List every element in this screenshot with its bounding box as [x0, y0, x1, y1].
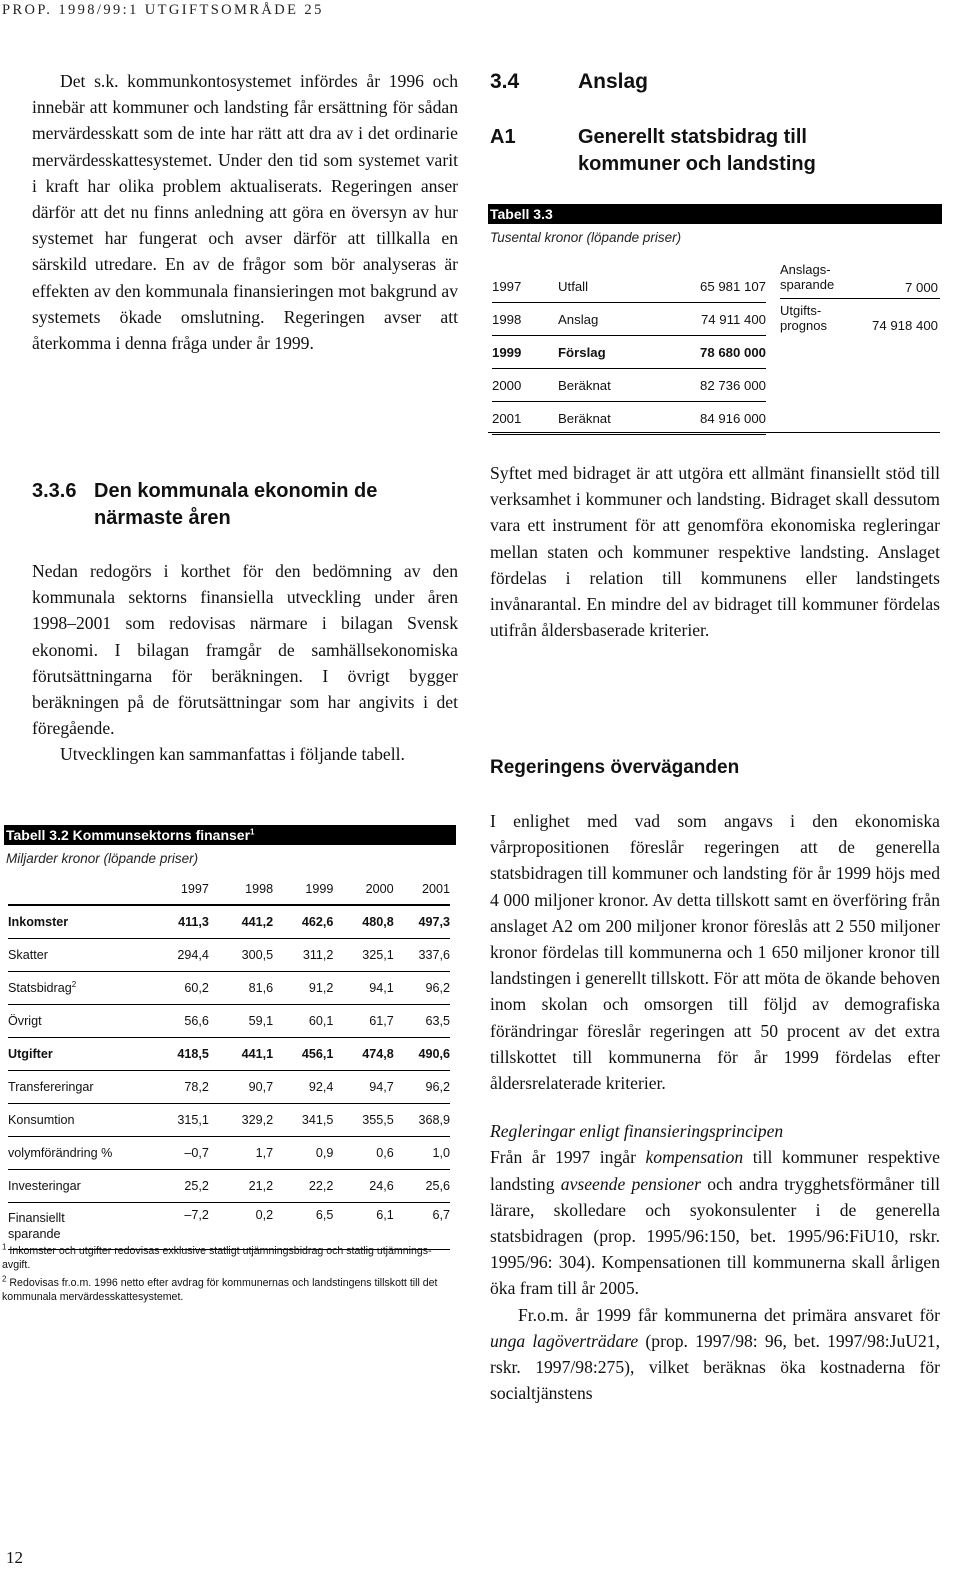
table-row [8, 1038, 450, 1071]
subsection-title-line1: Generellt statsbidrag till [578, 126, 807, 148]
table-32-label: Tabell 3.2 Kommunsektorns finanser [6, 827, 251, 843]
left-intro-text [32, 68, 458, 356]
subsection-title-line2: kommuner och landsting [578, 153, 816, 175]
value-cell: 311,2 [273, 939, 333, 972]
value-cell: 56,6 [137, 1005, 209, 1038]
value-cell: 411,3 [137, 905, 209, 939]
year-header: 2000 [333, 874, 393, 905]
table-row [492, 270, 766, 303]
section-number: 3.3.6 [32, 480, 77, 502]
value-cell: 1,7 [209, 1137, 273, 1170]
value-cell: 0,6 [333, 1137, 393, 1170]
row-label: Utgifter [8, 1038, 137, 1071]
value-cell: 0,2 [209, 1203, 273, 1250]
paragraph: Syftet med bidraget är att utgöra ett allmänt finansiellt stöd till verksamhet i kommuner och landsting. Bidraget skall dessutom vara ett instrument för att genomföra ekonomiska regleringar mellan staten och kommuner respektive landsting. Anslaget fördelas i relation till kommunens eller landstingets invånarantal. En mindre del av bidraget till kommuner fördelas utifrån åldersbaserade kriterier. [490, 463, 940, 641]
cell-amount: 82 736 000 [656, 369, 766, 402]
year-header: 1999 [273, 874, 333, 905]
value-cell: 474,8 [333, 1038, 393, 1071]
value-cell: 63,5 [394, 1005, 450, 1038]
value-cell: 6,1 [333, 1203, 393, 1250]
section-336-body [32, 558, 458, 768]
value-cell: 96,2 [394, 972, 450, 1005]
heading-regeringens-overvaganden: Regeringens överväganden [490, 757, 740, 778]
value-cell: 456,1 [273, 1038, 333, 1071]
cell-type: Utfall [558, 270, 656, 303]
subheading-finansieringsprincipen: Regleringar enligt finansieringsprincipen [490, 1121, 784, 1142]
value-cell: 81,6 [209, 972, 273, 1005]
value-cell: 480,8 [333, 905, 393, 939]
table-row [492, 336, 766, 369]
table-33-bottom-rule [488, 432, 940, 433]
value-cell: 90,7 [209, 1071, 273, 1104]
value-cell: 60,1 [273, 1005, 333, 1038]
table-header-row [8, 874, 450, 905]
side-label-anslagssparande: Anslags- sparande [780, 262, 835, 292]
subsection-code: A1 [490, 126, 516, 148]
value-cell: 92,4 [273, 1071, 333, 1104]
side-rule [780, 298, 940, 299]
right-main-text [490, 808, 940, 1406]
value-cell: 329,2 [209, 1104, 273, 1137]
cell-year: 1999 [492, 336, 558, 369]
value-cell: 24,6 [333, 1170, 393, 1203]
year-header: 1998 [209, 874, 273, 905]
table-32 [8, 874, 450, 1250]
value-cell: 6,5 [273, 1203, 333, 1250]
table-row [8, 1005, 450, 1038]
value-cell: –0,7 [137, 1137, 209, 1170]
value-cell: 300,5 [209, 939, 273, 972]
running-header: PROP. 1998/99:1 UTGIFTSOMRÅDE 25 [2, 2, 324, 18]
value-cell: 490,6 [394, 1038, 450, 1071]
table-33-label: Tabell 3.3 [490, 206, 553, 222]
table-row [8, 1104, 450, 1137]
table-32-caption: Miljarder kronor (löpande priser) [6, 851, 199, 866]
side-label-utgiftsprognos: Utgifts- prognos [780, 303, 827, 333]
value-cell: 337,6 [394, 939, 450, 972]
value-cell: 96,2 [394, 1071, 450, 1104]
value-cell: 94,7 [333, 1071, 393, 1104]
cell-type: Förslag [558, 336, 656, 369]
value-cell: 441,1 [209, 1038, 273, 1071]
cell-amount: 65 981 107 [656, 270, 766, 303]
cell-amount: 74 911 400 [656, 303, 766, 336]
value-cell: 0,9 [273, 1137, 333, 1170]
value-cell: 22,2 [273, 1170, 333, 1203]
table-33 [492, 270, 766, 435]
row-label: Statsbidrag$^2$ [8, 972, 137, 1005]
cell-type: Anslag [558, 303, 656, 336]
value-cell: 61,7 [333, 1005, 393, 1038]
table-row [492, 369, 766, 402]
value-cell: 91,2 [273, 972, 333, 1005]
value-cell: 94,1 [333, 972, 393, 1005]
row-label: Inkomster [8, 905, 137, 939]
value-cell: 59,1 [209, 1005, 273, 1038]
cell-year: 1997 [492, 270, 558, 303]
table-row [492, 402, 766, 435]
cell-year: 2001 [492, 402, 558, 435]
table-32-label-sup: 1 [250, 827, 255, 837]
section-title-line2: närmaste åren [94, 507, 231, 529]
value-cell: 294,4 [137, 939, 209, 972]
subsection-heading-a1 [490, 124, 940, 178]
row-label: Investeringar [8, 1170, 137, 1203]
section-number: 3.4 [490, 70, 520, 93]
table-row [8, 905, 450, 939]
value-cell: 418,5 [137, 1038, 209, 1071]
value-cell: 441,2 [209, 905, 273, 939]
row-label: Skatter [8, 939, 137, 972]
value-cell: 21,2 [209, 1170, 273, 1203]
value-cell: 25,6 [394, 1170, 450, 1203]
cell-type: Beräknat [558, 369, 656, 402]
table-33-caption: Tusental kronor (löpande priser) [490, 230, 682, 245]
row-label: Konsumtion [8, 1104, 137, 1137]
section-heading-34 [490, 70, 940, 94]
row-label: Transfereringar [8, 1071, 137, 1104]
year-header: 1997 [137, 874, 209, 905]
footnote-2: $^2$ Redovisas fr.o.m. 1996 netto efter avdrag för kommunernas och landstingens tillskott till det kommunala mervärdesskattesystemet. [2, 1274, 438, 1303]
cell-year: 2000 [492, 369, 558, 402]
cell-type: Beräknat [558, 402, 656, 435]
paragraph: I enlighet med vad som angavs i den ekonomiska vårpropositionen föreslår regeringen att de generella statsbidragen till kommuner och landsting för år 1999 höjs med 4 000 miljoner kronor. Av detta tillskott samt en överföring från anslaget A2 om 200 miljoner kronor föreslås att 2 550 miljoner kronor fördelas till kommunerna och 1 650 miljoner kronor till landstingen i generellt tillskott. För att möta de ökande behoven inom skolan och omsorgen till följd av demografiska förändringar föreslår regeringen att 50 procent av det extra tillskottet till kommunerna för år 1999 fördelas efter åldersrelaterade kriterier. [490, 811, 940, 1094]
value-cell: 325,1 [333, 939, 393, 972]
table-32-label-bar [4, 825, 456, 845]
section-title: Anslag [578, 70, 649, 93]
section-title-line1: Den kommunala ekonomin de [94, 480, 378, 502]
value-cell: 462,6 [273, 905, 333, 939]
value-cell: 355,5 [333, 1104, 393, 1137]
value-cell: 497,3 [394, 905, 450, 939]
value-cell: 78,2 [137, 1071, 209, 1104]
table-32-footnotes [2, 1244, 454, 1304]
value-cell: 60,2 [137, 972, 209, 1005]
paragraph: Utvecklingen kan sammanfattas i följande tabell. [60, 744, 405, 765]
value-cell: 341,5 [273, 1104, 333, 1137]
row-label: Finansiellt sparande [8, 1203, 137, 1250]
side-value-anslagssparande: 7 000 [904, 280, 938, 295]
cell-amount: 84 916 000 [656, 402, 766, 435]
value-cell: 25,2 [137, 1170, 209, 1203]
value-cell: 6,7 [394, 1203, 450, 1250]
table-row [8, 1071, 450, 1104]
value-cell: 315,1 [137, 1104, 209, 1137]
value-cell: –7,2 [137, 1203, 209, 1250]
year-header: 2001 [394, 874, 450, 905]
side-value-utgiftsprognos: 74 918 400 [871, 318, 938, 333]
footnote-1: $^1$ Inkomster och utgifter redovisas exklusive statligt utjämningsbidrag och statlig utjämningsavgift. [2, 1242, 432, 1271]
cell-year: 1998 [492, 303, 558, 336]
table-row [8, 939, 450, 972]
page-number: 12 [6, 1548, 23, 1567]
table-row [8, 972, 450, 1005]
table-row [8, 1170, 450, 1203]
value-cell: 368,9 [394, 1104, 450, 1137]
table-33-label-bar [488, 204, 942, 224]
table-row [492, 303, 766, 336]
header-cell [8, 874, 137, 905]
table-row [8, 1203, 450, 1250]
paragraph: Det s.k. kommunkontosystemet infördes år 1996 och innebär att kommuner och landsting får ersättning för sådan mervärdesskatt som de inte har rätt att dra av i det ordinarie mervärdesskattesystemet. Under den tid som systemet varit i kraft har olika problem aktualiserats. Regeringen anser därför att det nu finns anledning att göra en översyn av hur systemet har fungerat och avser därför att tillkalla en särskild utredare. En av de frågor som bör analyseras är effekten av den kommunala finansieringen mot bakgrund av systemets ökade omslutning. Regeringen avser att återkomma i denna fråga under år 1999. [32, 71, 458, 354]
paragraph: Nedan redogörs i korthet för den bedömning av den kommunala sektorns finansiella utveckling under åren 1998–2001 som redovisas närmare i bilagan Svensk ekonomi. I bilagan framgår de samhällsekonomiska förutsättningarna för beräkningen. I övrigt bygger beräkningen på de förutsättningar som har angivits i det föregående. [32, 561, 458, 739]
row-label: volymförändring % [8, 1137, 137, 1170]
right-intro-text [490, 460, 940, 643]
paragraph: Från år 1997 ingår kompensation till kommuner respektive landsting avseende pensioner och andra trygghetsförmåner till lärare, skolledare och syokonsulenter i de generella statsbidragen (prop. 1995/96:150, bet. 1995/96:FiU10, rskr. 1995/96: 304). Kompensationen till kommunerna skall årligen öka fram till år 2005. [490, 1147, 940, 1299]
row-label: Övrigt [8, 1005, 137, 1038]
paragraph: Fr.o.m. år 1999 får kommunerna det primära ansvaret för unga lagöverträdare (prop. 1997/98: 96, bet. 1997/98:JuU21, rskr. 1997/98:275), vilket beräknas öka kostnaderna för socialtjänstens [490, 1304, 940, 1404]
cell-amount: 78 680 000 [656, 336, 766, 369]
section-heading-336 [32, 478, 462, 532]
table-row [8, 1137, 450, 1170]
value-cell: 1,0 [394, 1137, 450, 1170]
